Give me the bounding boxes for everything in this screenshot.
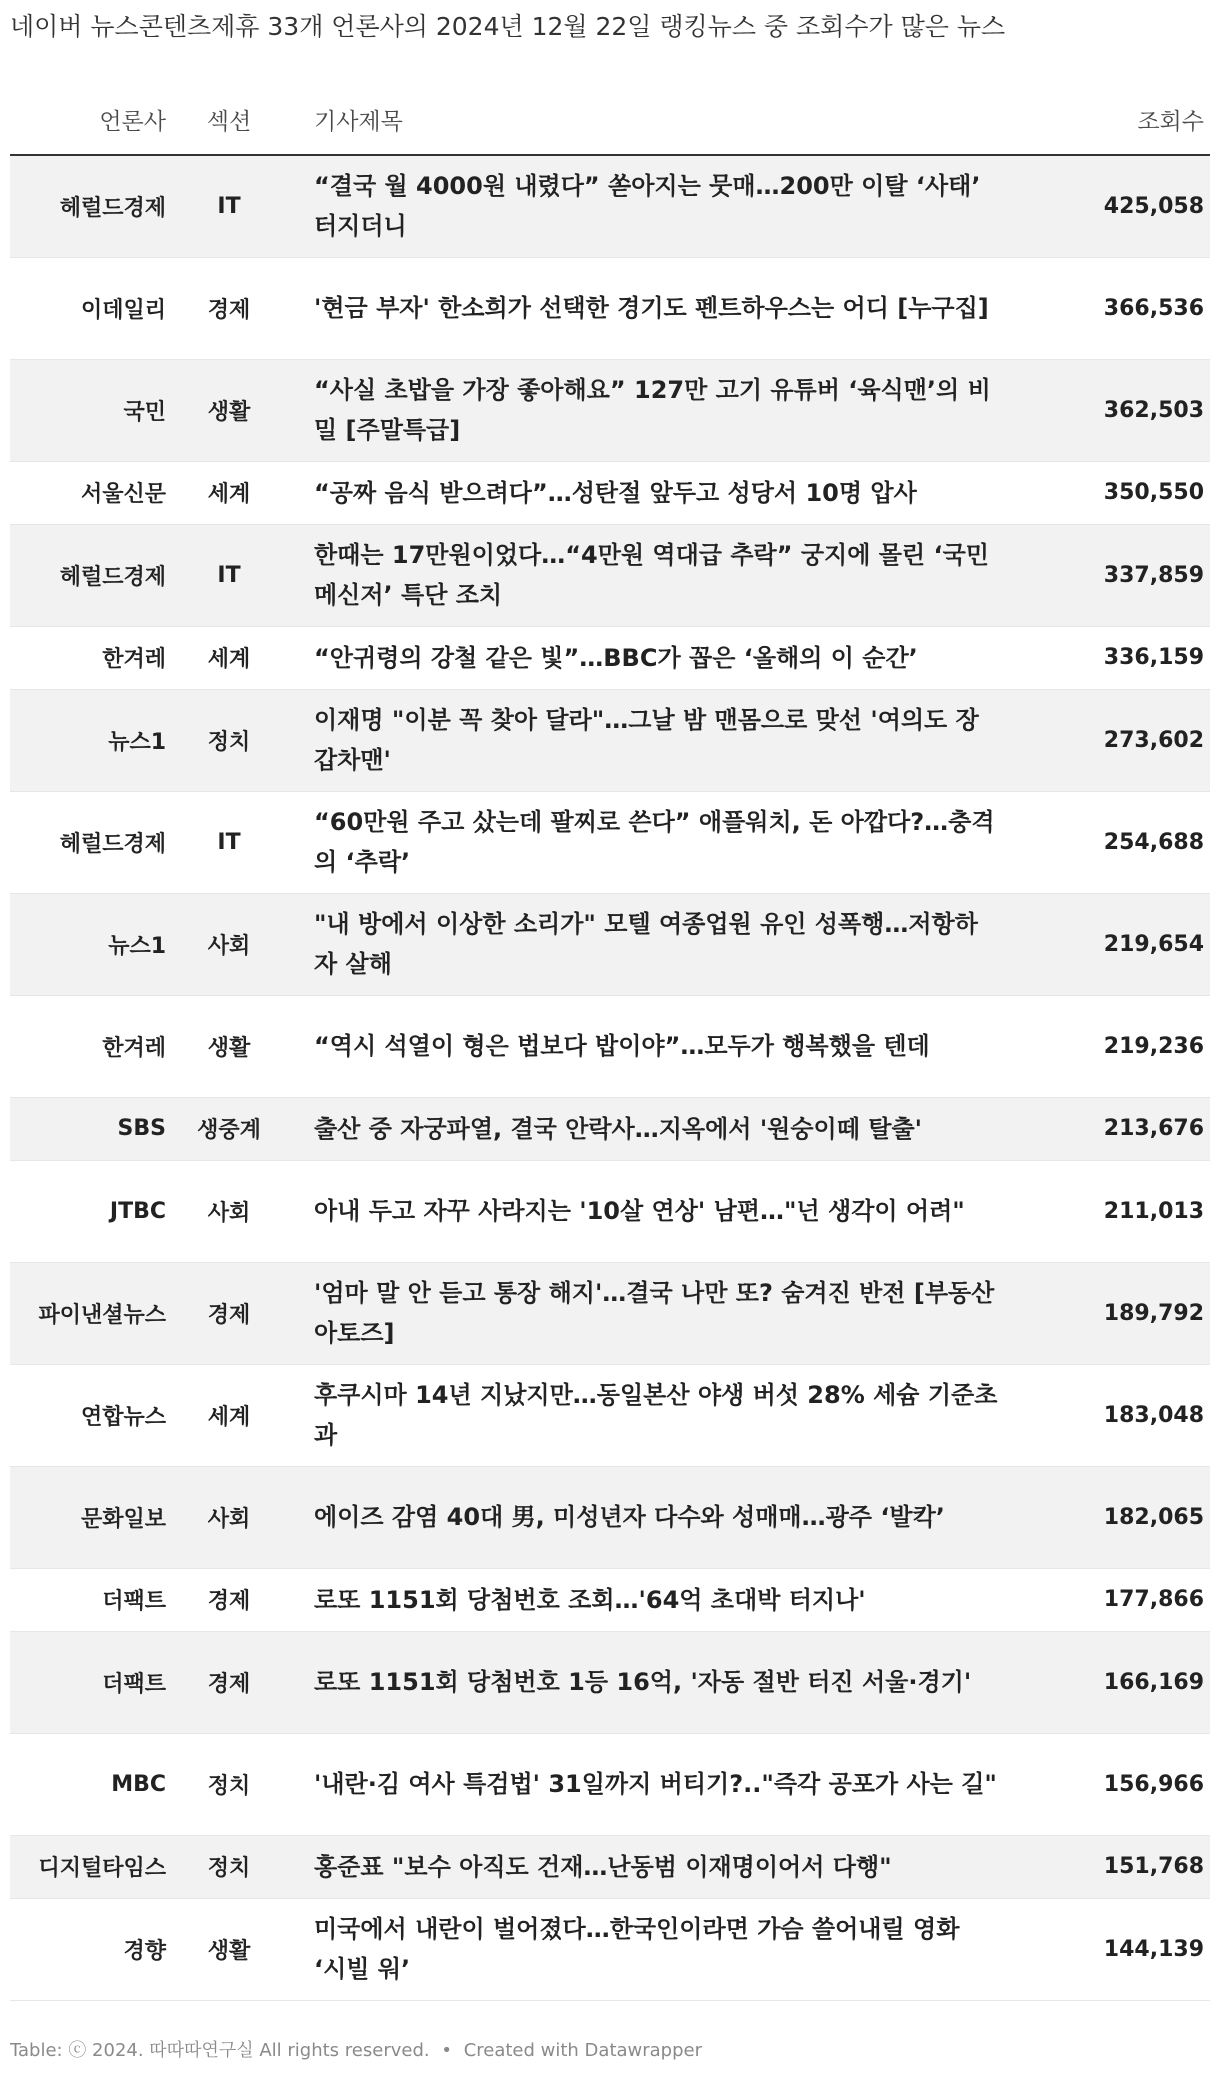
table-row <box>10 626 1210 689</box>
headline-cell: 로또 1151회 당첨번호 1등 16억, '자동 절반 터진 서울·경기' <box>288 1631 1010 1733</box>
headline-cell: 아내 두고 자꾸 사라지는 '10살 연상' 남편…"넌 생각이 어려" <box>288 1160 1010 1262</box>
table-row <box>10 1631 1210 1733</box>
column-header-views[interactable]: 조회수 <box>1010 95 1210 155</box>
table-row <box>10 1364 1210 1466</box>
headline-cell: 홍준표 "보수 아직도 건재…난동범 이재명이어서 다행" <box>288 1835 1010 1898</box>
table-row <box>10 995 1210 1097</box>
section-cell: 세계 <box>170 461 288 524</box>
table-row <box>10 359 1210 461</box>
headline-cell: '현금 부자' 한소희가 선택한 경기도 펜트하우스는 어디 [누구집] <box>288 257 1010 359</box>
publisher-cell: MBC <box>10 1733 170 1835</box>
section-cell: 생중계 <box>170 1097 288 1160</box>
headline-cell: 에이즈 감염 40대 男, 미성년자 다수와 성매매…광주 ‘발칵’ <box>288 1466 1010 1568</box>
publisher-cell: 더팩트 <box>10 1631 170 1733</box>
section-cell: 생활 <box>170 995 288 1097</box>
section-cell: 경제 <box>170 1568 288 1631</box>
publisher-cell: 헤럴드경제 <box>10 524 170 626</box>
table-row <box>10 1262 1210 1364</box>
table-footer <box>10 2036 702 2062</box>
section-cell: 사회 <box>170 1466 288 1568</box>
section-cell: 정치 <box>170 1733 288 1835</box>
section-cell: IT <box>170 791 288 893</box>
publisher-cell: 디지털타임스 <box>10 1835 170 1898</box>
table-row <box>10 1466 1210 1568</box>
page-title: 네이버 뉴스콘텐츠제휴 33개 언론사의 2024년 12월 22일 랭킹뉴스 중 조회수가 많은 뉴스 <box>10 12 1006 41</box>
copyright-credit: Table: ⓒ 2024. 따따따연구실 All rights reserved. <box>10 2040 430 2061</box>
publisher-cell: 문화일보 <box>10 1466 170 1568</box>
column-header-publisher[interactable]: 언론사 <box>10 95 170 155</box>
section-cell: 사회 <box>170 1160 288 1262</box>
table-row <box>10 461 1210 524</box>
views-cell: 189,792 <box>1010 1262 1210 1364</box>
datawrapper-credit-link[interactable]: Created with Datawrapper <box>463 2040 703 2061</box>
table-row <box>10 1568 1210 1631</box>
publisher-cell: 뉴스1 <box>10 893 170 995</box>
publisher-cell: 국민 <box>10 359 170 461</box>
section-cell: IT <box>170 524 288 626</box>
section-cell: IT <box>170 155 288 257</box>
table-row <box>10 1733 1210 1835</box>
publisher-cell: 헤럴드경제 <box>10 155 170 257</box>
views-cell: 211,013 <box>1010 1160 1210 1262</box>
headline-cell: 로또 1151회 당첨번호 조회…'64억 초대박 터지나' <box>288 1568 1010 1631</box>
section-cell: 사회 <box>170 893 288 995</box>
section-cell: 경제 <box>170 257 288 359</box>
section-cell: 세계 <box>170 1364 288 1466</box>
publisher-cell: 한겨레 <box>10 995 170 1097</box>
views-cell: 425,058 <box>1010 155 1210 257</box>
publisher-cell: SBS <box>10 1097 170 1160</box>
views-cell: 183,048 <box>1010 1364 1210 1466</box>
table-row <box>10 791 1210 893</box>
ranking-table <box>10 95 1210 2001</box>
headline-cell: 후쿠시마 14년 지났지만…동일본산 야생 버섯 28% 세슘 기준초과 <box>288 1364 1010 1466</box>
table-header <box>10 95 1210 155</box>
headline-cell: “공짜 음식 받으려다”…성탄절 앞두고 성당서 10명 압사 <box>288 461 1010 524</box>
table-row <box>10 1898 1210 2000</box>
table-row <box>10 1097 1210 1160</box>
headline-cell: “사실 초밥을 가장 좋아해요” 127만 고기 유튜버 ‘육식맨’의 비밀 [주말특급] <box>288 359 1010 461</box>
views-cell: 273,602 <box>1010 689 1210 791</box>
views-cell: 219,654 <box>1010 893 1210 995</box>
headline-cell: 출산 중 자궁파열, 결국 안락사…지옥에서 '원숭이떼 탈출' <box>288 1097 1010 1160</box>
table-row <box>10 257 1210 359</box>
headline-cell: "내 방에서 이상한 소리가" 모텔 여종업원 유인 성폭행…저항하자 살해 <box>288 893 1010 995</box>
views-cell: 166,169 <box>1010 1631 1210 1733</box>
publisher-cell: JTBC <box>10 1160 170 1262</box>
headline-cell: 이재명 "이분 꼭 찾아 달라"…그날 밤 맨몸으로 맞선 '여의도 장갑차맨' <box>288 689 1010 791</box>
publisher-cell: 헤럴드경제 <box>10 791 170 893</box>
publisher-cell: 이데일리 <box>10 257 170 359</box>
views-cell: 366,536 <box>1010 257 1210 359</box>
views-cell: 182,065 <box>1010 1466 1210 1568</box>
views-cell: 144,139 <box>1010 1898 1210 2000</box>
table-body <box>10 155 1210 2000</box>
views-cell: 336,159 <box>1010 626 1210 689</box>
table-row <box>10 155 1210 257</box>
headline-cell: '엄마 말 안 듣고 통장 해지'…결국 나만 또? 숨겨진 반전 [부동산아토즈] <box>288 1262 1010 1364</box>
section-cell: 경제 <box>170 1631 288 1733</box>
section-cell: 생활 <box>170 1898 288 2000</box>
section-cell: 정치 <box>170 689 288 791</box>
table-row <box>10 1835 1210 1898</box>
publisher-cell: 파이낸셜뉴스 <box>10 1262 170 1364</box>
views-cell: 219,236 <box>1010 995 1210 1097</box>
publisher-cell: 경향 <box>10 1898 170 2000</box>
footer-separator: • <box>441 2040 452 2061</box>
publisher-cell: 연합뉴스 <box>10 1364 170 1466</box>
headline-cell: “60만원 주고 샀는데 팔찌로 쓴다” 애플워치, 돈 아깝다?…충격의 ‘추락’ <box>288 791 1010 893</box>
table-row <box>10 689 1210 791</box>
column-header-section[interactable]: 섹션 <box>170 95 288 155</box>
views-cell: 337,859 <box>1010 524 1210 626</box>
section-cell: 세계 <box>170 626 288 689</box>
views-cell: 213,676 <box>1010 1097 1210 1160</box>
views-cell: 177,866 <box>1010 1568 1210 1631</box>
publisher-cell: 더팩트 <box>10 1568 170 1631</box>
views-cell: 362,503 <box>1010 359 1210 461</box>
headline-cell: “결국 월 4000원 내렸다” 쏟아지는 뭇매…200만 이탈 ‘사태’ 터지더니 <box>288 155 1010 257</box>
headline-cell: “역시 석열이 형은 법보다 밥이야”…모두가 행복했을 텐데 <box>288 995 1010 1097</box>
table-row <box>10 893 1210 995</box>
table-row <box>10 1160 1210 1262</box>
publisher-cell: 뉴스1 <box>10 689 170 791</box>
headline-cell: “안귀령의 강철 같은 빛”…BBC가 꼽은 ‘올해의 이 순간’ <box>288 626 1010 689</box>
headline-cell: 미국에서 내란이 벌어졌다…한국인이라면 가슴 쓸어내릴 영화 ‘시빌 워’ <box>288 1898 1010 2000</box>
section-cell: 생활 <box>170 359 288 461</box>
table-row <box>10 524 1210 626</box>
views-cell: 156,966 <box>1010 1733 1210 1835</box>
views-cell: 254,688 <box>1010 791 1210 893</box>
ranking-table-container <box>10 95 1210 2001</box>
headline-cell: '내란·김 여사 특검법' 31일까지 버티기?.."즉각 공포가 사는 길" <box>288 1733 1010 1835</box>
column-header-headline[interactable]: 기사제목 <box>288 95 1010 155</box>
views-cell: 151,768 <box>1010 1835 1210 1898</box>
views-cell: 350,550 <box>1010 461 1210 524</box>
section-cell: 경제 <box>170 1262 288 1364</box>
header-row <box>10 95 1210 155</box>
headline-cell: 한때는 17만원이었다…“4만원 역대급 추락” 궁지에 몰린 ‘국민 메신저’ 특단 조치 <box>288 524 1010 626</box>
publisher-cell: 서울신문 <box>10 461 170 524</box>
section-cell: 정치 <box>170 1835 288 1898</box>
publisher-cell: 한겨레 <box>10 626 170 689</box>
